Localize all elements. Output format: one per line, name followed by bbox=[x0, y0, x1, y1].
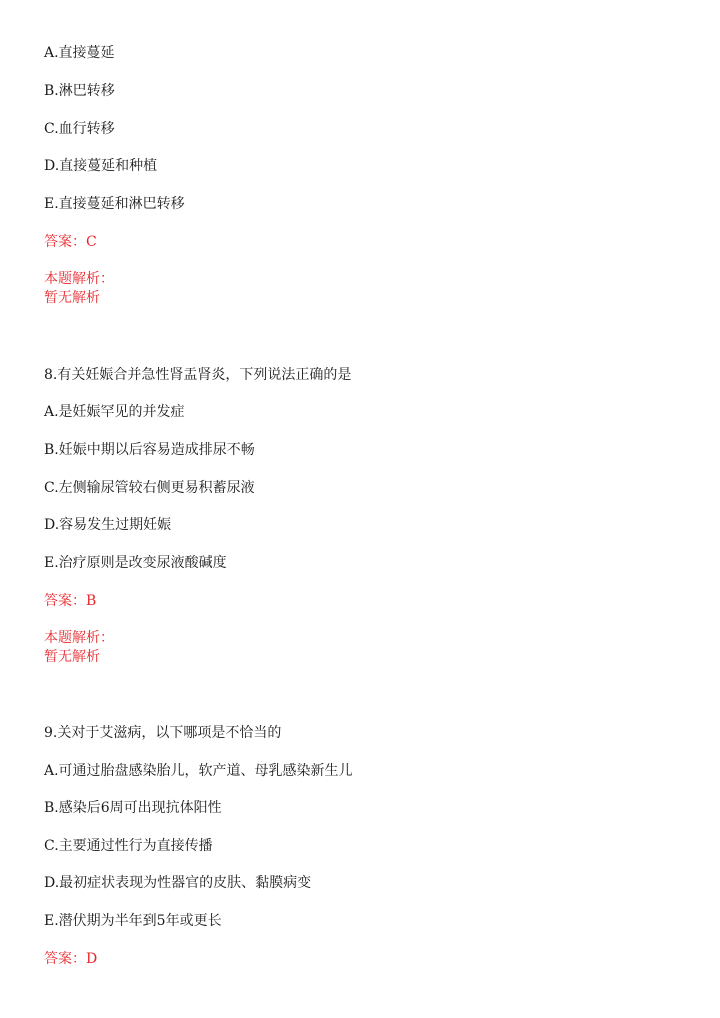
option-e: E.直接蔓延和淋巴转移 bbox=[44, 196, 185, 212]
option-a: A.可通过胎盘感染胎儿，软产道、母乳感染新生儿 bbox=[44, 763, 353, 779]
option-d: D.直接蔓延和种植 bbox=[44, 158, 158, 174]
answer-line: 答案：D bbox=[44, 951, 98, 967]
question-title: 9.关对于艾滋病，以下哪项是不恰当的 bbox=[44, 725, 282, 741]
option-c: C.主要通过性行为直接传播 bbox=[44, 838, 213, 854]
option-a: A.直接蔓延 bbox=[44, 45, 115, 61]
option-d: D.最初症状表现为性器官的皮肤、黏膜病变 bbox=[44, 875, 312, 891]
analysis-label: 本题解析： bbox=[44, 630, 114, 646]
option-e: E.潜伏期为半年到5年或更长 bbox=[44, 913, 222, 929]
analysis-text: 暂无解析 bbox=[44, 290, 100, 306]
option-b: B.妊娠中期以后容易造成排尿不畅 bbox=[44, 442, 255, 458]
option-e: E.治疗原则是改变尿液酸碱度 bbox=[44, 555, 227, 571]
option-d: D.容易发生过期妊娠 bbox=[44, 517, 172, 533]
option-a: A.是妊娠罕见的并发症 bbox=[44, 404, 185, 420]
answer-line: 答案：C bbox=[44, 234, 97, 250]
option-c: C.血行转移 bbox=[44, 121, 115, 137]
option-c: C.左侧输尿管较右侧更易积蓄尿液 bbox=[44, 480, 255, 496]
analysis-label: 本题解析： bbox=[44, 271, 114, 287]
option-b: B.感染后6周可出现抗体阳性 bbox=[44, 800, 222, 816]
analysis-text: 暂无解析 bbox=[44, 649, 100, 665]
option-b: B.淋巴转移 bbox=[44, 83, 115, 99]
answer-line: 答案：B bbox=[44, 593, 97, 609]
question-title: 8.有关妊娠合并急性肾盂肾炎，下列说法正确的是 bbox=[44, 367, 352, 383]
